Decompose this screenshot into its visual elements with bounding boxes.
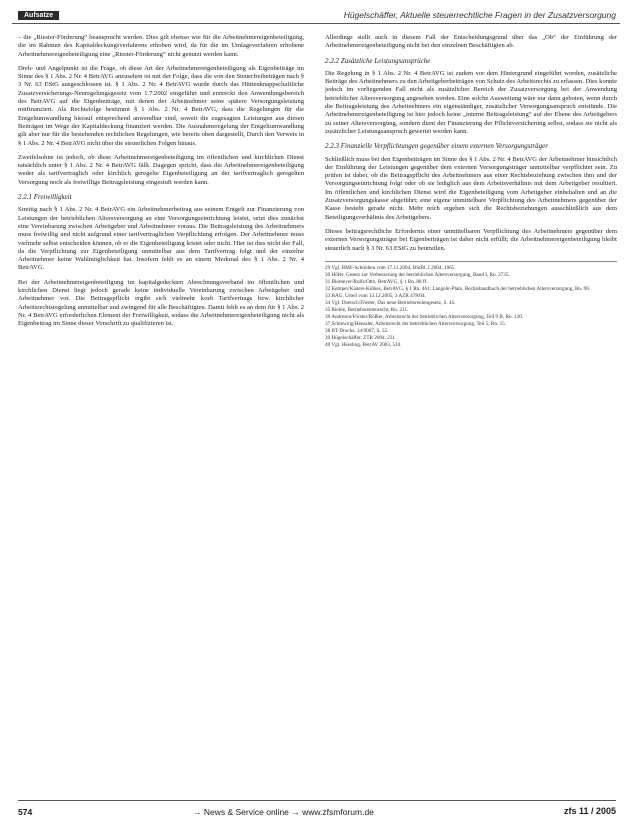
paragraph: Dieses beitragsrechtliche Erfordernis einer unmittelbaren Verpflichtung des Arbeitnehmers gegenüber dem externen Versorgungsträger bei Eigenbeiträgen ist daher nicht erfüllt; die Arbeitnehmereigenbeteiligung bleibt steuerlich nach § 3 Nr. 63 EStG zu beurteilen. [325,227,617,252]
footnote: 39 Hügelschäffer, ZTR 2004, 231. [325,334,397,341]
section-heading: 2.2.1 Freiwilligkeit [18,193,72,202]
section-heading: 2.2.2 Zusätzliche Leistungsansprüche [325,56,431,65]
paragraph: Dreh- und Angelpunkt ist die Frage, ob diese Art der Arbeitnehmereigenbeteiligung als Eigenbeiträge im Sinne des § 1 Abs. 2 Nr. 4 BetrAVG anzusehen ist mit der Folge, dass die von den Steuerfreibeträgen nach § 3 Nr. 63 EStG ausgeschlossen ist. § 1 Abs. 2 Nr. 4 BetrAVG wurde durch das Hüttenknappschaftliche Zusatzversicherungs-Neuregelungsgesetz vom 1.7.2002 eingeführt und erstreckt den Anwendungsbereich des BetrAVG auf die Eigenbeiträge, mit denen der Arbeitnehmer seine spätere Versorgungsleistung mitfinanziert. Als Rechtsfolge bestimmt § 1 Abs. 2 Nr. 4 BetrAVG, dass die Regelungen für die Entgeltumwandlung hierauf entsprechend anwendbar sind, soweit die zugesagten Leistungen aus diesen Beiträgen im Wege der Kapitaldeckung finanziert werden. Die Ausnahmeregelung der Entgeltumwandlung gilt aber nur für die bestehenden rechtlichen Regelungen, wie bereits oben dargestellt, Durch den Verweis in § 1 Abs. 2 Nr. 4 BetrAVG nicht über die steuerlichen Folgen hinaus. [18,64,304,147]
header-rule [12,23,620,24]
footnote: 40 Vgl. Hessling, BetrAV 2003, 510. [325,341,402,348]
footer-link[interactable]: → News & Service online → www.zfsmforum.de [193,807,374,817]
paragraph: Streitig nach § 1 Abs. 2 Nr. 4 BetrAVG ein Arbeitnehmerbeitrag aus seinem Entgelt zur Finanzierung von Leistungen der betrieblichen Altersversorgung an eine Versorgungseinrichtung leistet, setzt dies zunächst eine Vereinbarung zwischen Arbeitgeber und Arbeitnehmer voraus. Die Beitragsleistung des Arbeitnehmers muss freiwillig und nicht aufgrund einer tarifvertraglichen Verpflichtung erfolgen. Der Arbeitnehmer muss vielmehr selbst entscheiden können, ob er die Eigenbeteiligung leistet oder nicht. Hier ist dies nicht der Fall, da die Verpflichtung zur Eigenbeteiligung unmittelbar aus dem Tarifvertrag folgt und der einzelne Arbeitnehmer keine Wahlmöglichkeit hat. Insofern fehlt es an einem Merkmal des § 1 Abs. 2 Nr. 4 BetrAVG. [18,206,304,272]
footnotes [325,261,617,348]
footnote: 38 BT-Drucks. 14/9007, S. 35. [325,327,389,334]
paragraph: Bei der Arbeitnehmereigenbeteiligung im kapitalgedeckten Abrechnungsverband im öffentlichen und kirchlichen Dienst liegt jedoch gerade keine individuelle Vereinbarung zwischen Arbeitgeber und Arbeitnehmer vor. Die Beitragspflicht ergibt sich vielmehr kraft Tarifvertrags bzw. kirchlicher Arbeitsrechtsregelung unmittelbar und zwingend für alle Beschäftigten. Damit fehlt es an dem für § 1 Abs. 2 Nr. 4 BetrAVG erforderlichen Element der Freiwilligkeit, sodass die Arbeitnehmereigenbeteiligung nicht als Eigenbeitrag im Sinne dieser Vorschrift zu qualifizieren ist. [18,278,304,328]
paragraph: Allerdings stellt auch in diesem Fall der Entscheidungsgrund über das „Ob“ der Einführung der Arbeitnehmereigenbeteiligung nicht bei den einzelnen Beschäftigten ab. [325,34,617,50]
left-column [18,34,304,335]
paragraph: Die Regelung in § 1 Abs. 2 Nr. 4 BetrAVG ist zudem vor dem Hintergrund eingeführt worden, zusätzliche Beiträge des Arbeitnehmers zu den Arbeitgeberbeiträgen von Schutz des Arbeitsrechts zu erfassen. Dies konnte jedoch im vorliegenden Fall nicht als zusätzlicher Bereich der Zusatzversorgung bei der Anwendung betrieblicher Altersversorgung angesehen werden. Eine solche Ausweitung wäre nur dann geboten, wenn durch die Beitragsleistung des Arbeitnehmers ein eigenständiger, zusätzlicher Versorgungsanspruch entstünde. Die Arbeitnehmereigenbeteiligung ist hier jedoch keine „interne Beitragsleistung“ auf der Ebene des Arbeitgebers zu seiner Altersversorgung, sondern dient der Finanzierung der Pflichtversicherung selbst, sodass sie nicht als zusätzlicher Leistungsanspruch gewertet werden kann. [325,69,617,135]
paragraph: – die „Riester-Förderung“ beansprucht werden. Dies gilt ebenso wie für die Arbeitnehmereigenbeteiligung, die im Rahmen des Kapitaldeckungsverfahrens erhoben wird, da für die im Umlageverfahren erhobene Arbeitnehmereigenbeteiligung eine „Riester-Förderung“ nicht genutzt werden kann. [18,34,304,58]
footnote: 31 Blomeyer/Rolfs/Otto, BetrAVG, § 1 Rn. 88 ff. [325,278,428,285]
running-title: Hügelschäffer, Aktuelle steuerrechtliche Fragen in der Zusatzversorgung [343,10,616,20]
page-header [12,8,620,24]
right-column [325,34,617,349]
paragraph: Zweifelsohne ist jedoch, ob diese Arbeitnehmereigenbeteiligung im öffentlichen und kirchlichen Dienst tatsächlich unter § 1 Abs. 2 Nr. 4 BetrAVG fällt. Dagegen spricht, dass die Arbeitnehmereigenbeteiligung weder als tarifvertraglich oder kirchlich geregelte Eigenbeteiligung an der tarifvertraglich geregelten Versorgung noch als freiwillige Beitragsleistung eingestuft werden kann. [18,153,304,186]
footnote: 36 Andresen/Förster/Rößler, Arbeitsrecht der betrieblichen Altersversorgung, Teil 9 B, Rn. 120. [325,313,524,320]
footnote: 35 Rieble, Betriebsrentenrecht, Rn. 211. [325,306,409,313]
journal-issue: zfs 11 / 2005 [563,806,616,816]
page-footer [18,800,616,821]
footnote: 33 BAG, Urteil vom 13.12.2005, 3 AZR 478/04. [325,292,426,299]
footnote: 29 Vgl. BMF-Schreiben vom 17.11.2004, BStBl. I 2004, 1065. [325,264,456,271]
footnote: 32 Kemper/Kisters-Kölkes, BetrAVG, § 1 Rn. 461; Langohr-Plato, Rechtshandbuch der betrieblichen Altersversorgung, Rn. 98. [325,285,591,292]
footnote: 30 Höfer, Gesetz zur Verbesserung der betrieblichen Altersversorgung, Band I, Rn. 2735. [325,271,510,278]
page-number: 574 [18,807,33,817]
paragraph: Schließlich muss bei den Eigenbeiträgen im Sinne des § 1 Abs. 2 Nr. 4 BetrAVG der Arbeitnehmer hinsichtlich der Einführung der Leistungen gegenüber dem externen Versorgungsträger unmittelbar verpflichtet sein. Zu prüfen ist dabei, ob die Beitragspflicht des Arbeitnehmers aus einer Rechtsbeziehung zwischen ihm und der Versorgungseinrichtung folgt oder ob sie lediglich aus dem Arbeitsverhältnis mit dem Arbeitgeber resultiert. Im öffentlichen und kirchlichen Dienst wird die Eigenbeteiligung vom Arbeitgeber einbehalten und an die Zusatzversorgungskasse abgeführt; eine eigene unmittelbare Verpflichtung des Arbeitnehmers gegenüber der Kasse besteht gerade nicht. Mehr noch ergeben sich die Rechtsbeziehungen ausschließlich aus dem Beteiligungsverhältnis des Arbeitgebers. [325,155,617,221]
section-tag: Aufsatze [18,11,59,20]
footnote: 34 Vgl. Doetsch/Förster, Das neue Betriebsrentengesetz, S. 45. [325,299,456,306]
footnote: 37 Schlewing/Henssler, Arbeitsrecht der betrieblichen Altersversorgung, Teil 5, Rn. 15. [325,320,507,327]
section-heading: 2.2.3 Finanzielle Verpflichtungen gegenüber einem externen Versorgungsträger [325,142,548,151]
